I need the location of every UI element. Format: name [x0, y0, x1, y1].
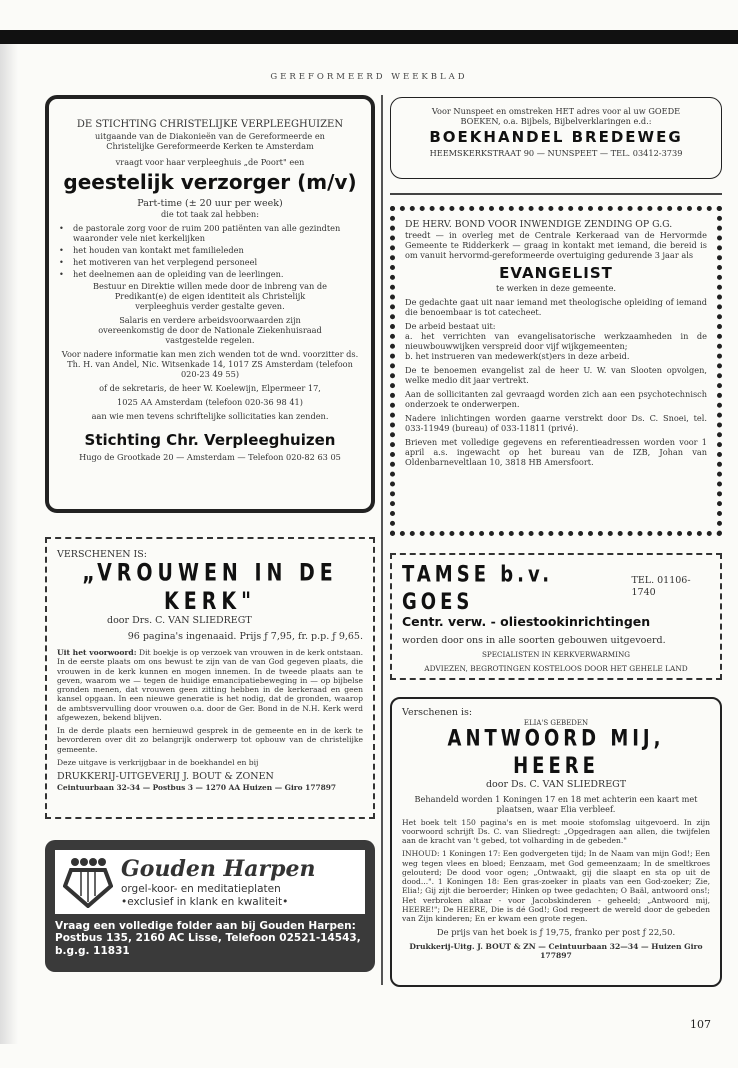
- ad-list-item: b. het instrueren van medewerk(st)ers in deze arbeid.: [405, 350, 630, 361]
- publication-header: GEREFORMEERD WEEKBLAD: [270, 72, 468, 82]
- ad-paragraph: Aan de sollicitanten zal gevraagd worden zich aan een psychotechnisch onderzoek te onderwerpen.: [405, 388, 707, 409]
- harp-logo-icon: [63, 856, 113, 908]
- ad-line: Centr. verw. - oliestookinrichtingen: [402, 613, 651, 629]
- ad-kicker: Verschenen is:: [402, 707, 473, 718]
- ad-title: „VROUWEN IN DE KERK": [82, 558, 338, 616]
- ad-headline: EVANGELIST: [499, 264, 613, 283]
- page-number: 107: [690, 1018, 711, 1031]
- column-divider: [381, 95, 383, 985]
- ad-paragraph: Het boek telt 150 pagina's en is met mooie stofomslag uitgevoerd. In zijn voorwoord schrijft Ds. C. van Sliedregt: „Opgedragen aan allen, die twijfelen aan de kracht van 't gebed, tot volharding in de gebeden.": [402, 817, 710, 846]
- ad-paragraph: Bestuur en Direktie willen mede door de inbreng van de Predikant(e) de eigen identiteit als Christelijk verpleeghuis verder gestalte geven.: [92, 281, 328, 312]
- ad-paragraph: Dit boekje is op verzoek van vrouwen in de kerk ontstaan. In de eerste plaats om ons bewust te zijn van de van God gegeven plaats, die vrouwen in de kerk kunnen en mogen innemen. In de tweede plaats aan te geven, waarom we — tegen de huidige emancipatiebeweging in — op bijbelse gronden menen, dat vrouwen geen zitting hebben in de kerkeraad en geen kansel opgaan. In een nieuwe generatie is het nodig, dat de gronden, waarop de ambtsvervulling door vrouwen o.a. door de Ger. Bond in de N.H. Kerk werd afgewezen, bekend blijven.: [57, 648, 363, 722]
- ad-line: SPECIALISTEN IN KERKVERWARMING: [481, 649, 631, 659]
- ad-lead: Uit het voorwoord:: [57, 648, 137, 658]
- ad-list-item: a. het verrichten van evangelisatorische werkzaamheden in de nieuwbouwwijken verspreid door vijf wijkgemeenten;: [405, 330, 707, 351]
- ad-paragraph: of de sekretaris, de heer W. Koelewijn, Elpermeer 17,: [99, 383, 321, 394]
- ad-footer-name: Stichting Chr. Verpleeghuizen: [84, 431, 336, 450]
- ad-paragraph: De te benoemen evangelist zal de heer U. W. van Slooten opvolgen, welke medio dit jaar vertrekt.: [405, 364, 707, 385]
- ad-line: ADVIEZEN, BEGROTINGEN KOSTELOOS DOOR HET GEHELE LAND: [424, 663, 688, 673]
- ad-paragraph: Salaris en verdere arbeidsvoorwaarden zijn overeenkomstig de door de Nationale Ziekenhuisraad vastgestelde regelen.: [98, 315, 322, 346]
- task-item: • het deelnemen aan de opleiding van de leerlingen.: [59, 269, 361, 279]
- ad-verpleeghuizen: [45, 95, 375, 513]
- ad-evangelist: [390, 206, 722, 536]
- ad-paragraph: De arbeid bestaat uit:: [405, 320, 496, 331]
- ad-tel: TEL. 01106-1740: [631, 575, 691, 598]
- ad-tamse: [390, 553, 722, 680]
- ad-intro: Voor Nunspeet en omstreken HET adres voor al uw GOEDE BOEKEN, o.a. Bijbels, Bijbelverklaringen e.d.:: [431, 106, 681, 126]
- ad-footer-address: Hugo de Grootkade 20 — Amsterdam — Telefoon 020-82 63 05: [79, 452, 341, 463]
- ad-paragraph: In de derde plaats een hernieuwd gesprek in de gemeente en in de kerk te bevorderen over dit zo belangrijk onderwerp tot opbouw van de christelijke gemeente.: [57, 726, 363, 754]
- ad-publisher: Drukkerij-Uitg. J. BOUT & ZN — Ceintuurbaan 32—34 — Huizen Giro 177897: [409, 941, 703, 960]
- ad-kicker: VERSCHENEN IS:: [57, 549, 147, 560]
- ad-price: 96 pagina's ingenaaid. Prijs ƒ 7,95, fr. p.p. ƒ 9,65.: [127, 630, 363, 642]
- ad-ask: vraagt voor haar verpleeghuis „de Poort" een: [115, 157, 305, 168]
- ad-line: orgel-koor- en meditatieplaten: [121, 882, 281, 895]
- ad-publisher: DRUKKERIJ-UITGEVERIJ J. BOUT & ZONEN: [57, 771, 274, 783]
- ad-title: ANTWOORD MIJ, HEERE: [447, 725, 665, 780]
- ad-paragraph: Behandeld worden 1 Koningen 17 en 18 met achterin een kaart met plaatsen, waar Elia verbleef.: [414, 793, 698, 814]
- ad-paragraph: Deze uitgave is verkrijgbaar in de boekhandel en bij: [57, 757, 259, 767]
- ad-sub: te werken in deze gemeente.: [495, 282, 617, 293]
- task-item: • de pastorale zorg voor de ruim 200 patiënten van alle gezindten waaronder vele niet kerkelijken: [59, 223, 361, 243]
- ad-headline: geestelijk verzorger (m/v): [63, 170, 357, 195]
- ad-antwoord-mij-heere: [390, 697, 722, 987]
- ad-org: DE HERV. BOND VOOR INWENDIGE ZENDING OP G.G.: [405, 219, 673, 230]
- scan-edge-shadow: [0, 44, 18, 1044]
- ad-vrouwen-in-de-kerk: [45, 537, 375, 819]
- ad-tasks-intro: die tot taak zal hebben:: [161, 209, 259, 220]
- ad-sub: uitgaande van de Diakonieën van de Gereformeerde en Christelijke Gereformeerde Kerken te Amsterdam: [95, 131, 325, 152]
- ad-line: •exclusief in klank en kwaliteit•: [121, 895, 289, 908]
- ad-sub: ELIA'S GEBEDEN: [523, 718, 589, 727]
- ad-gouden-harpen: [45, 840, 375, 972]
- ad-boekhandel-bredeweg: [390, 97, 722, 179]
- ad-paragraph: Nadere inlichtingen worden gaarne verstrekt door Ds. C. Snoei, tel. 033-11949 (bureau) of 033-11811 (privé).: [405, 412, 707, 433]
- ad-paragraph: Brieven met volledige gegevens en referentieadressen worden voor 1 april a.s. ingewacht op het bureau van de IZB, Johan van Oldenbarneveltlaan 10, 3818 HB Amersfoort.: [405, 436, 707, 467]
- ad-paragraph: 1025 AA Amsterdam (telefoon 020-36 98 41): [117, 397, 303, 408]
- ad-paragraph: De gedachte gaat uit naar iemand met theologische opleiding of iemand die benoembaar is tot catecheet.: [405, 296, 707, 317]
- task-list: [59, 223, 361, 279]
- ad-name: TAMSE b.v. GOES: [402, 561, 554, 616]
- ad-org: DE STICHTING CHRISTELIJKE VERPLEEGHUIZEN: [76, 119, 344, 130]
- scan-top-bar: [0, 30, 738, 44]
- ad-address: Ceintuurbaan 32-34 — Postbus 3 — 1270 AA Huizen — Giro 177897: [57, 782, 337, 792]
- ad-address: HEEMSKERKSTRAAT 90 — NUNSPEET — TEL. 03412-3739: [429, 148, 683, 159]
- ad-paragraph: INHOUD: 1 Koningen 17: Een godvergeten tijd; In de Naam van mijn God!; Een weg tegen vlees en bloed; Eenzaam, met God gemeenzaam; In de smeltkroes gelouterd; De dood voor ogen; „Ontwaakt, gij die slaapt en sta op uit de dood...". 1 Koningen 18: Een gras-zoeker in plaats van een God-zoeker; Zie, Elia!; Gij zijt die beroerder; Hinken op twee gedachten; O Baäl, antwoord ons!; Het verbroken altaar - voor Jacobskinderen - geheeld; „Antwoord mij, HEERE!"; De HEERE, Die is dé God!; God regeert de wereld door de gebeden van Zijn kinderen; En er kwam een grote regen.: [402, 849, 710, 924]
- ad-paragraph: aan wie men tevens schriftelijke sollicitaties kan zenden.: [91, 411, 329, 422]
- ad-author: door Drs. C. VAN SLIEDREGT: [107, 614, 252, 626]
- ad-line: worden door ons in alle soorten gebouwen uitgevoerd.: [402, 635, 666, 647]
- ad-intro: treedt — in overleg met de Centrale Kerkeraad van de Hervormde Gemeente te Ridderkerk — graag in kontakt met iemand, die bereid is om vanuit hervormd-gereformeerde overtuiging gedurende 3 jaar als: [405, 230, 707, 261]
- ad-name: BOEKHANDEL BREDEWEG: [429, 128, 683, 146]
- gouden-harpen-logo-text: Gouden Harpen: [121, 856, 316, 882]
- task-item: • het motiveren van het verplegend personeel: [59, 257, 361, 267]
- ad-cta: Vraag een volledige folder aan bij Gouden Harpen: Postbus 135, 2160 AC Lisse, Telefoon 02521-14543, b.g.g. 11831: [55, 920, 361, 957]
- task-item: • het houden van kontakt met familieleden: [59, 245, 361, 255]
- divider: [390, 193, 722, 195]
- ad-author: door Ds. C. VAN SLIEDREGT: [485, 779, 627, 791]
- ad-paragraph: Voor nadere informatie kan men zich wenden tot de wnd. voorzitter ds. Th. H. van Andel, Nic. Witsenkade 14, 1017 ZS Amsterdam (telefoon 020-23 49 55): [61, 349, 359, 380]
- ad-price: De prijs van het boek is ƒ 19,75, franko per post ƒ 22,50.: [436, 927, 676, 938]
- ad-parttime: Part-time (± 20 uur per week): [137, 197, 283, 209]
